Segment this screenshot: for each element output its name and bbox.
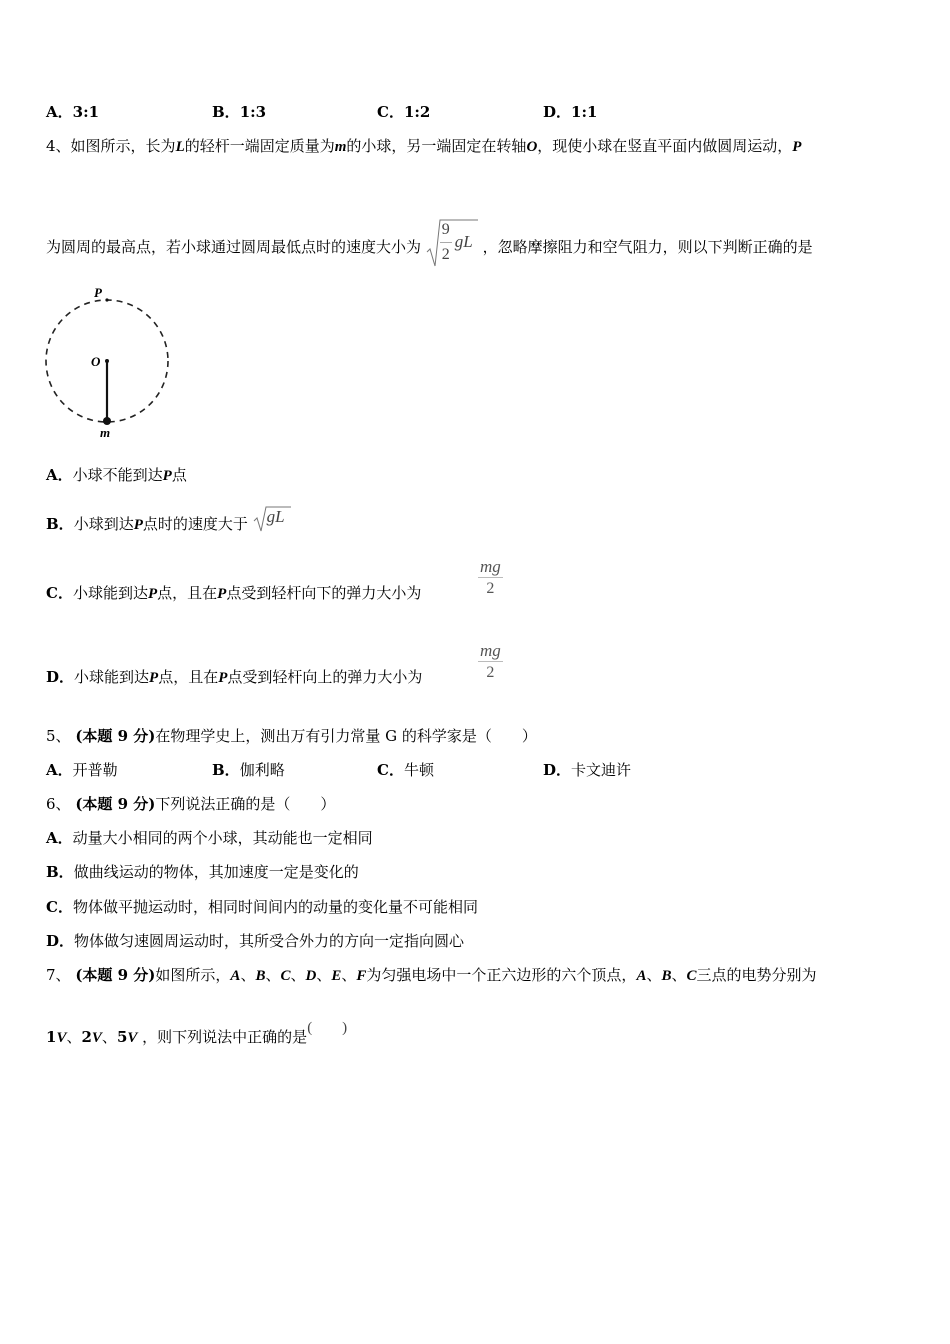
q6-stem: 6、 (本题 9 分)下列说法正确的是（ ） bbox=[46, 795, 336, 813]
q3-option-c: C．1:2 bbox=[377, 103, 431, 121]
top-point-p bbox=[105, 298, 108, 301]
q6-option-b: B．做曲线运动的物体，其加速度一定是变化的 bbox=[46, 863, 359, 881]
q5-option-c: C．牛顿 bbox=[377, 761, 434, 779]
label-p: P bbox=[94, 285, 102, 300]
q4-option-c: C．小球能到达P点，且在P点受到轻杆向下的弹力大小为 bbox=[46, 584, 422, 602]
fraction-mg-over-2-d: $\frac{mg}{2}$ bbox=[480, 641, 501, 681]
ball-m bbox=[103, 417, 111, 425]
q3-option-d: D．1:1 bbox=[543, 103, 598, 121]
circular-motion-figure bbox=[38, 282, 178, 442]
answer-paren: ( ) bbox=[307, 1020, 348, 1036]
q6-option-d: D．物体做匀速圆周运动时，其所受合外力的方向一定指向圆心 bbox=[46, 932, 465, 950]
q7-stem-line1: 7、 (本题 9 分)如图所示，A、B、C、D、E、F为匀强电场中一个正六边形的六个顶点，A、B、C三点的电势分别为 bbox=[46, 966, 817, 984]
pivot-point bbox=[105, 359, 109, 363]
label-m: m bbox=[100, 425, 111, 440]
q4-stem-line2: 为圆周的最高点，若小球通过圆周最低点时的速度大小为 9 2 gL ，忽略摩擦阻力和空气阻力，则以下判断正确的是 bbox=[46, 222, 813, 274]
label-o: O bbox=[91, 354, 101, 369]
q7-stem-line2: 1V、2V、5V ，则下列说法中正确的是( ) bbox=[46, 1020, 348, 1046]
fraction-mg-over-2-c: $\frac{mg}{2}$ bbox=[480, 557, 501, 597]
q6-option-c: C．物体做平抛运动时，相同时间间内的动量的变化量不可能相同 bbox=[46, 898, 478, 916]
q5-stem: 5、 (本题 9 分)在物理学史上，测出万有引力常量 G 的科学家是（ ） bbox=[46, 727, 537, 745]
sqrt-nine-half-gl: 9 2 gL bbox=[426, 218, 478, 270]
q3-option-b: B．1:3 bbox=[212, 103, 267, 121]
q5-option-d: D．卡文迪许 bbox=[543, 761, 632, 779]
sqrt-gl: gL bbox=[253, 505, 291, 533]
q4-option-b: B．小球到达P点时的速度大于 gL bbox=[46, 511, 291, 539]
q4-option-d: D．小球能到达P点，且在P点受到轻杆向上的弹力大小为 bbox=[46, 668, 423, 686]
q6-option-a: A．动量大小相同的两个小球，其动能也一定相同 bbox=[46, 829, 373, 847]
q3-option-a: A．3:1 bbox=[46, 103, 100, 121]
q4-option-a: A．小球不能到达P点 bbox=[46, 466, 187, 484]
q5-option-b: B．伽利略 bbox=[212, 761, 285, 779]
q5-option-a: A．开普勒 bbox=[46, 761, 118, 779]
q4-stem-line1: 4、如图所示，长为L的轻杆一端固定质量为m的小球，另一端固定在转轴O，现使小球在竖直平面内做圆周运动，P bbox=[46, 137, 802, 155]
